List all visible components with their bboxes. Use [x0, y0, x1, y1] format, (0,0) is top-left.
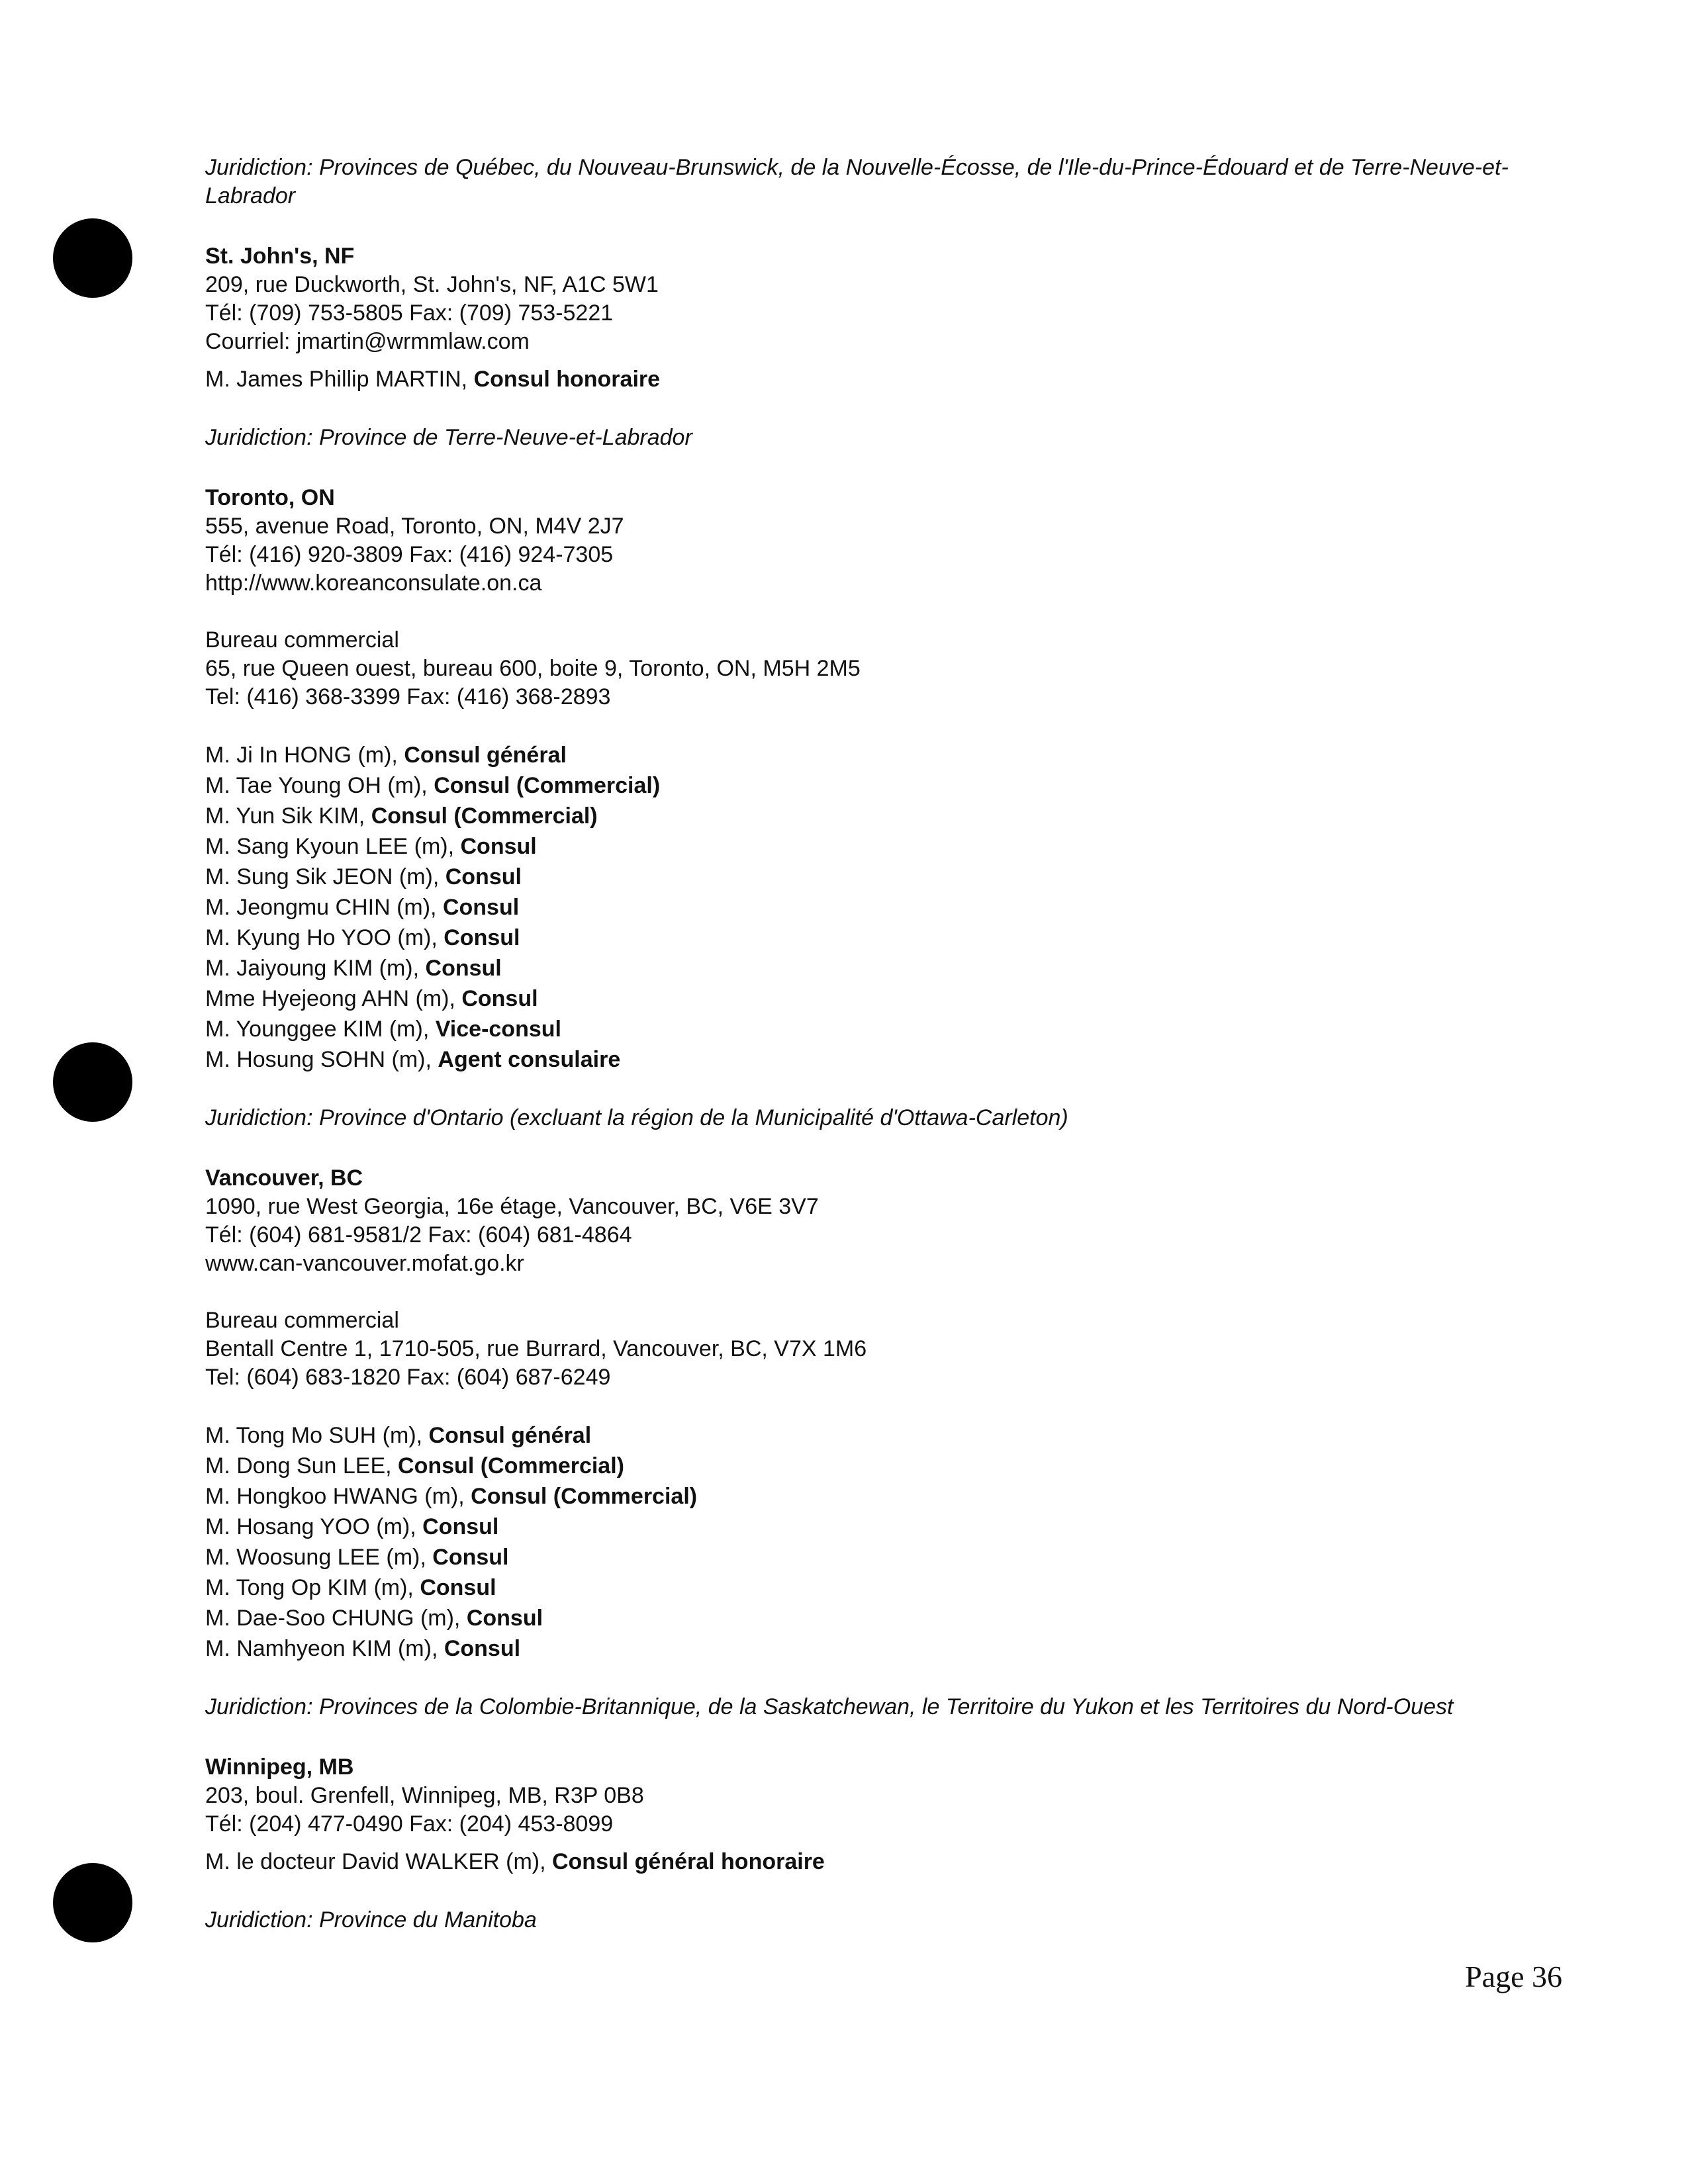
- person-title: Consul général: [428, 1423, 592, 1448]
- person-name: M. Hosang YOO (m),: [205, 1514, 423, 1539]
- office-address: 203, boul. Grenfell, Winnipeg, MB, R3P 0B8: [205, 1783, 644, 1808]
- person-name: M. Yun Sik KIM,: [205, 803, 371, 829]
- person-title: Consul: [425, 956, 502, 981]
- person-title: Consul: [445, 864, 522, 889]
- person-entry: [205, 1542, 1529, 1572]
- person-entry: [205, 1603, 1529, 1633]
- person-name: M. Ji In HONG (m),: [205, 743, 404, 768]
- person-title: Consul: [422, 1514, 499, 1539]
- office-phone: Tél: (604) 681-9581/2 Fax: (604) 681-4864: [205, 1222, 632, 1248]
- person-name: M. le docteur David WALKER (m),: [205, 1849, 552, 1874]
- person-name: M. Dong Sun LEE,: [205, 1453, 399, 1479]
- commercial-office-address: 65, rue Queen ouest, bureau 600, boite 9, Toronto, ON, M5H 2M5: [205, 656, 861, 681]
- person-name: M. Hongkoo HWANG (m),: [205, 1484, 471, 1509]
- person-entry: [205, 1481, 1529, 1512]
- office-city: Toronto, ON: [205, 485, 335, 510]
- person-entry: [205, 923, 1529, 953]
- commercial-office-label: Bureau commercial: [205, 627, 399, 653]
- commercial-office-phone: Tel: (416) 368-3399 Fax: (416) 368-2893: [205, 684, 611, 709]
- person-title: Consul (Commercial): [471, 1484, 698, 1509]
- office-website: www.can-vancouver.mofat.go.kr: [205, 1251, 524, 1276]
- office-address: 555, avenue Road, Toronto, ON, M4V 2J7: [205, 514, 624, 539]
- office-city: St. John's, NF: [205, 244, 355, 269]
- person-title: Consul: [420, 1575, 496, 1600]
- office-winnipeg: [205, 1753, 1529, 1934]
- person-entry: [205, 892, 1529, 923]
- commercial-office-label: Bureau commercial: [205, 1308, 399, 1333]
- punch-hole-bottom: [53, 1863, 132, 1942]
- person-entry: [205, 1512, 1529, 1542]
- person-name: M. Hosung SOHN (m),: [205, 1047, 438, 1072]
- office-jurisdiction: Juridiction: Province du Manitoba: [205, 1907, 537, 1933]
- office-jurisdiction: Juridiction: Province de Terre-Neuve-et-Labrador: [205, 425, 692, 450]
- person-title: Consul honoraire: [473, 367, 661, 392]
- person-list: [205, 740, 1529, 1075]
- person-name: M. Tae Young OH (m),: [205, 773, 434, 798]
- office-phone: Tél: (709) 753-5805 Fax: (709) 753-5221: [205, 300, 614, 326]
- office-address: 209, rue Duckworth, St. John's, NF, A1C 5W1: [205, 272, 659, 297]
- person-name: M. Sung Sik JEON (m),: [205, 864, 445, 889]
- person-title: Consul: [432, 1545, 509, 1570]
- office-jurisdiction: Juridiction: Provinces de la Colombie-Britannique, de la Saskatchewan, le Territoire du Yukon et les Territoires du Nord-Ouest: [205, 1694, 1454, 1719]
- office-jurisdiction: Juridiction: Province d'Ontario (excluant la région de la Municipalité d'Ottawa-Carleton): [205, 1105, 1068, 1130]
- person-title: Consul (Commercial): [434, 773, 661, 798]
- person-entry: [205, 801, 1529, 831]
- person-entry: [205, 1451, 1529, 1481]
- person-title: Consul: [461, 986, 538, 1011]
- person-list: [205, 1846, 1529, 1877]
- person-name: M. Sang Kyoun LEE (m),: [205, 834, 461, 859]
- person-title: Consul: [444, 925, 520, 950]
- office-city: Winnipeg, MB: [205, 1754, 354, 1780]
- person-entry: [205, 862, 1529, 892]
- person-entry: [205, 831, 1529, 862]
- person-entry: [205, 364, 1529, 394]
- office-address: 1090, rue West Georgia, 16e étage, Vancouver, BC, V6E 3V7: [205, 1194, 819, 1219]
- person-list: [205, 364, 1529, 394]
- person-name: M. Namhyeon KIM (m),: [205, 1636, 444, 1661]
- person-name: M. Tong Mo SUH (m),: [205, 1423, 429, 1448]
- person-title: Consul (Commercial): [371, 803, 598, 829]
- person-title: Consul général honoraire: [551, 1849, 825, 1874]
- commercial-office-address: Bentall Centre 1, 1710-505, rue Burrard, Vancouver, BC, V7X 1M6: [205, 1336, 867, 1361]
- page-number: Page 36: [1465, 1960, 1562, 1993]
- person-entry: [205, 1014, 1529, 1044]
- person-title: Consul: [442, 895, 520, 920]
- punch-hole-middle: [53, 1042, 132, 1122]
- person-name: M. Younggee KIM (m),: [205, 1017, 436, 1042]
- punch-hole-top: [53, 218, 132, 298]
- person-entry: [205, 740, 1529, 770]
- person-entry: [205, 1420, 1529, 1451]
- office-vancouver: [205, 1164, 1529, 1721]
- page-content: [205, 154, 1529, 1934]
- person-entry: [205, 983, 1529, 1014]
- office-website: http://www.koreanconsulate.on.ca: [205, 570, 542, 596]
- person-title: Agent consulaire: [438, 1047, 621, 1072]
- office-toronto: [205, 484, 1529, 1132]
- office-st-johns: [205, 242, 1529, 452]
- person-name: M. Dae-Soo CHUNG (m),: [205, 1606, 467, 1631]
- person-entry: [205, 1572, 1529, 1603]
- person-name: M. Woosung LEE (m),: [205, 1545, 433, 1570]
- person-entry: [205, 1633, 1529, 1664]
- person-title: Consul général: [404, 743, 567, 768]
- person-list: [205, 1420, 1529, 1664]
- person-name: M. Tong Op KIM (m),: [205, 1575, 420, 1600]
- person-title: Vice-consul: [435, 1017, 561, 1042]
- person-entry: [205, 1044, 1529, 1075]
- person-name: M. Jaiyoung KIM (m),: [205, 956, 426, 981]
- office-phone: Tél: (416) 920-3809 Fax: (416) 924-7305: [205, 542, 614, 567]
- commercial-office-phone: Tel: (604) 683-1820 Fax: (604) 687-6249: [205, 1365, 611, 1390]
- person-entry: [205, 770, 1529, 801]
- office-city: Vancouver, BC: [205, 1165, 363, 1191]
- person-title: Consul (Commercial): [398, 1453, 624, 1479]
- office-phone: Tél: (204) 477-0490 Fax: (204) 453-8099: [205, 1811, 614, 1837]
- person-name: M. Kyung Ho YOO (m),: [205, 925, 444, 950]
- person-title: Consul: [466, 1606, 543, 1631]
- person-name: M. James Phillip MARTIN,: [205, 367, 474, 392]
- person-entry: [205, 953, 1529, 983]
- office-email: Courriel: jmartin@wrmmlaw.com: [205, 329, 530, 354]
- person-entry: [205, 1846, 1529, 1877]
- jurisdiction-intro: Juridiction: Provinces de Québec, du Nouveau-Brunswick, de la Nouvelle-Écosse, de l'Ile-du-Prince-Édouard et de Terre-Neuve-et-Labrador: [205, 155, 1509, 208]
- person-title: Consul: [460, 834, 537, 859]
- person-title: Consul: [444, 1636, 521, 1661]
- person-name: Mme Hyejeong AHN (m),: [205, 986, 462, 1011]
- person-name: M. Jeongmu CHIN (m),: [205, 895, 443, 920]
